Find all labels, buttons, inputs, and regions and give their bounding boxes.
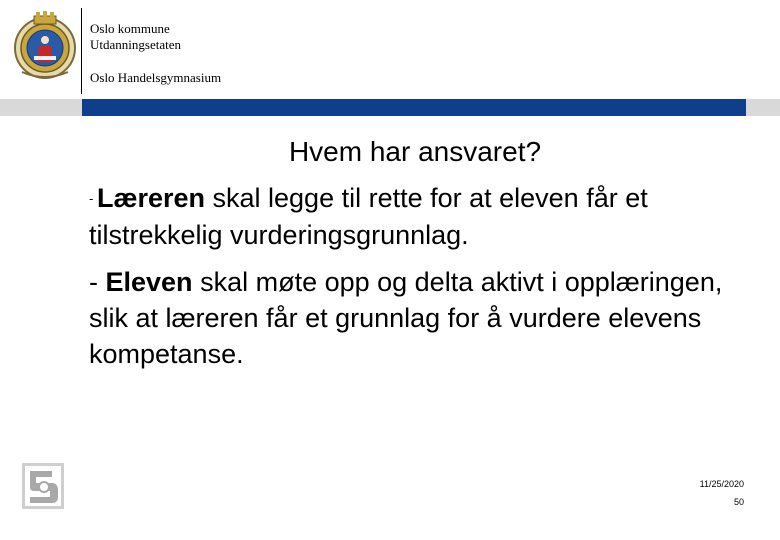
- paragraph-student-bold: Eleven: [105, 267, 193, 297]
- oslo-kommune-symbol-icon: [22, 463, 64, 509]
- paragraph-student-text: skal møte opp og delta aktivt i opplæringen, slik at læreren får et grunnlag for å vurdere elevens kompetanse.: [89, 267, 723, 369]
- slide-date: 11/25/2020: [699, 479, 744, 489]
- school-name: Oslo Handelsgymnasium: [90, 70, 222, 85]
- paragraph-teacher-bold: Læreren: [96, 183, 205, 213]
- org-name-line1: Oslo kommune: [90, 21, 170, 36]
- bullet-dash: -: [89, 191, 97, 206]
- org-name-line2: Utdanningsetaten: [90, 37, 181, 52]
- paragraph-teacher-text: skal legge til rette for at eleven får et tilstrekkelig vurderingsgrunnlag.: [89, 183, 648, 250]
- bullet-dash: -: [89, 267, 106, 297]
- paragraph-teacher: [89, 180, 739, 253]
- slide-page-number: 50: [733, 497, 744, 507]
- oslo-coat-of-arms-icon: [12, 10, 78, 82]
- header-band-blue: [82, 99, 746, 116]
- paragraph-student: [89, 264, 739, 372]
- slide-title: Hvem har ansvaret?: [288, 136, 542, 167]
- header-divider: [81, 8, 82, 94]
